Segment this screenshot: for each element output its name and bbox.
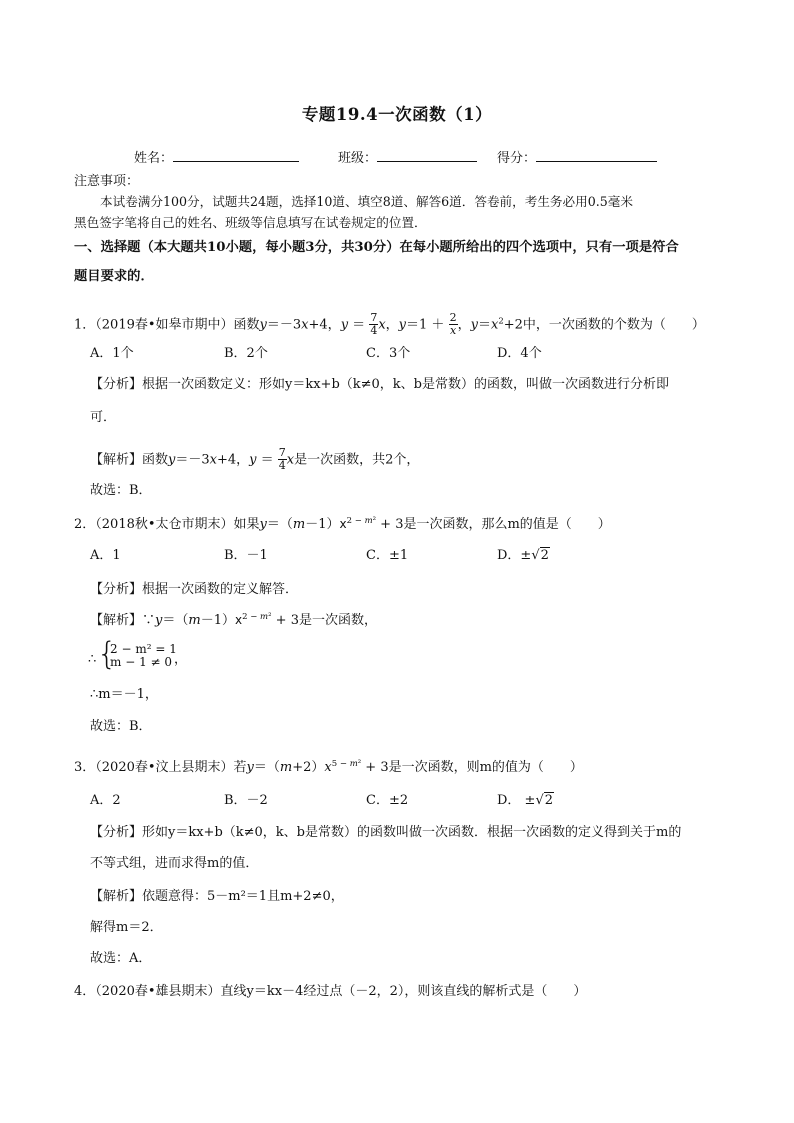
q3-analysis-line-1: 【分析】形如y＝kx+b（k≠0，k、b是常数）的函数叫做一次函数．根据一次函数的定义得到关于m的 [90,825,682,840]
class-blank[interactable] [377,148,477,162]
q2-analysis: 【分析】根据一次函数的定义解答． [90,582,299,597]
name-label: 姓名： [134,151,174,166]
q2-stem-suffix: 是一次函数，那么m的值是（ ） [403,517,611,532]
q3-stem-prefix: 3．（2020春•汶上县期末）若 [74,760,247,775]
q3-solution: 【解析】依题意得：5－m²＝1且m+2≠0， [90,889,344,904]
notice-line-2: 黑色签字笔将自己的姓名、班级等信息填写在试卷规定的位置． [74,215,427,230]
q3-solved: 解得m＝2． [90,920,163,935]
q1-stem-suffix: 中，一次函数的个数为（ ） [522,317,705,333]
q1-solution-suffix: 是一次函数，共2个， [294,452,420,468]
q2-solution-prefix: 【解析】∵ [90,613,156,628]
class-field[interactable] [338,148,477,165]
q1-option-d[interactable]: D．4个 [497,346,542,361]
q1-solution-prefix: 【解析】函数 [90,452,169,468]
q1-option-b[interactable]: B．2个 [224,346,268,361]
q2-solution-suffix: 是一次函数， [298,613,377,628]
q2-option-b[interactable]: B．－1 [224,548,268,563]
q3-analysis-line-2: 不等式组，进而求得m的值． [90,856,259,871]
q1-answer: 故选：B． [90,483,152,498]
notice-heading: 注意事项： [74,174,140,189]
q3-option-b[interactable]: B．－2 [224,793,268,808]
q2-option-c[interactable]: C．±1 [366,548,409,563]
q2-option-a[interactable]: A．1 [90,548,121,563]
q2-answer: 故选：B． [90,719,152,734]
q1-analysis-line-2: 可． [90,410,117,425]
score-label: 得分： [497,151,537,166]
q3-option-c[interactable]: C．±2 [366,793,409,808]
q3-option-a[interactable]: A．2 [90,793,121,808]
page-title: 专题19.4一次函数（1） [301,105,493,124]
q1-option-c[interactable]: C．3个 [366,346,411,361]
section-heading-line-1: 一、选择题（本大题共10小题，每小题3分，共30分）在每小题所给出的四个选项中，只有一项是符合 [74,240,679,255]
q1-analysis-line-1: 【分析】根据一次函数定义：形如y＝kx+b（k≠0，k、b是常数）的函数，叫做一次函数进行分析即 [90,377,670,392]
name-field[interactable] [134,148,299,165]
q3-stem: 3．（2020春•汶上县期末）若$y=(m+2)x^{5 - m^2} + 3$是一次函数，则m的值为（ ） [74,759,583,775]
q1-stem-prefix: 1．（2019春•如皋市期中）函数 [74,317,260,333]
name-blank[interactable] [173,148,299,162]
left-brace: { [97,636,117,672]
q1-stem: 1．（2019春•如皋市期中）函数y＝－3x+4，y ＝ $\frac{7}{4}$ x，y＝1 ＋ $\frac{2}{x}$ ，$y=x^2+2$中，一次函数的个数为（ ） [74,311,705,337]
q2-option-d[interactable]: D．±√2 [497,548,549,563]
section-heading-line-2: 题目要求的． [74,269,154,284]
score-field[interactable] [497,148,657,165]
q2-system-eq-2: m − 1 ≠ 0 [110,655,173,669]
q2-system-comma: ， [174,652,188,667]
q3-answer: 故选：A． [90,951,152,966]
q4-stem: 4．（2020春•雄县期末）直线y＝kx－4经过点（－2，2），则该直线的解析式是（ ） [74,984,587,999]
q2-solution: 【解析】$\because y=(m-1)x^{2 - m^2} + 3$是一次函数， [90,612,377,628]
notice-line-1: 本试卷满分100分，试题共24题，选择10道、填空8道、解答6道．答卷前，考生务必用0.5毫米 [100,194,633,209]
q2-stem-prefix: 2．（2018秋•太仓市期末）如果 [74,517,260,532]
q3-option-d[interactable]: D． ±√2 [497,793,554,808]
q1-option-a[interactable]: A．1个 [90,346,134,361]
q1-solution: 【解析】函数y＝－3x+4，y ＝ $\frac{7}{4}$ x是一次函数，共2个， [90,446,420,472]
q2-result: ∴m＝－1， [90,687,158,702]
q3-stem-suffix: 是一次函数，则m的值为（ ） [388,760,583,775]
q2-stem: 2．（2018秋•太仓市期末）如果$y=(m-1)x^{2 - m^2} + 3$是一次函数，那么m的值是（ ） [74,516,611,532]
q2-system-eq-1: 2 − m² = 1 [110,642,177,656]
therefore-symbol: ∴ [88,652,97,667]
score-blank[interactable] [536,148,657,162]
class-label: 班级： [338,151,378,166]
